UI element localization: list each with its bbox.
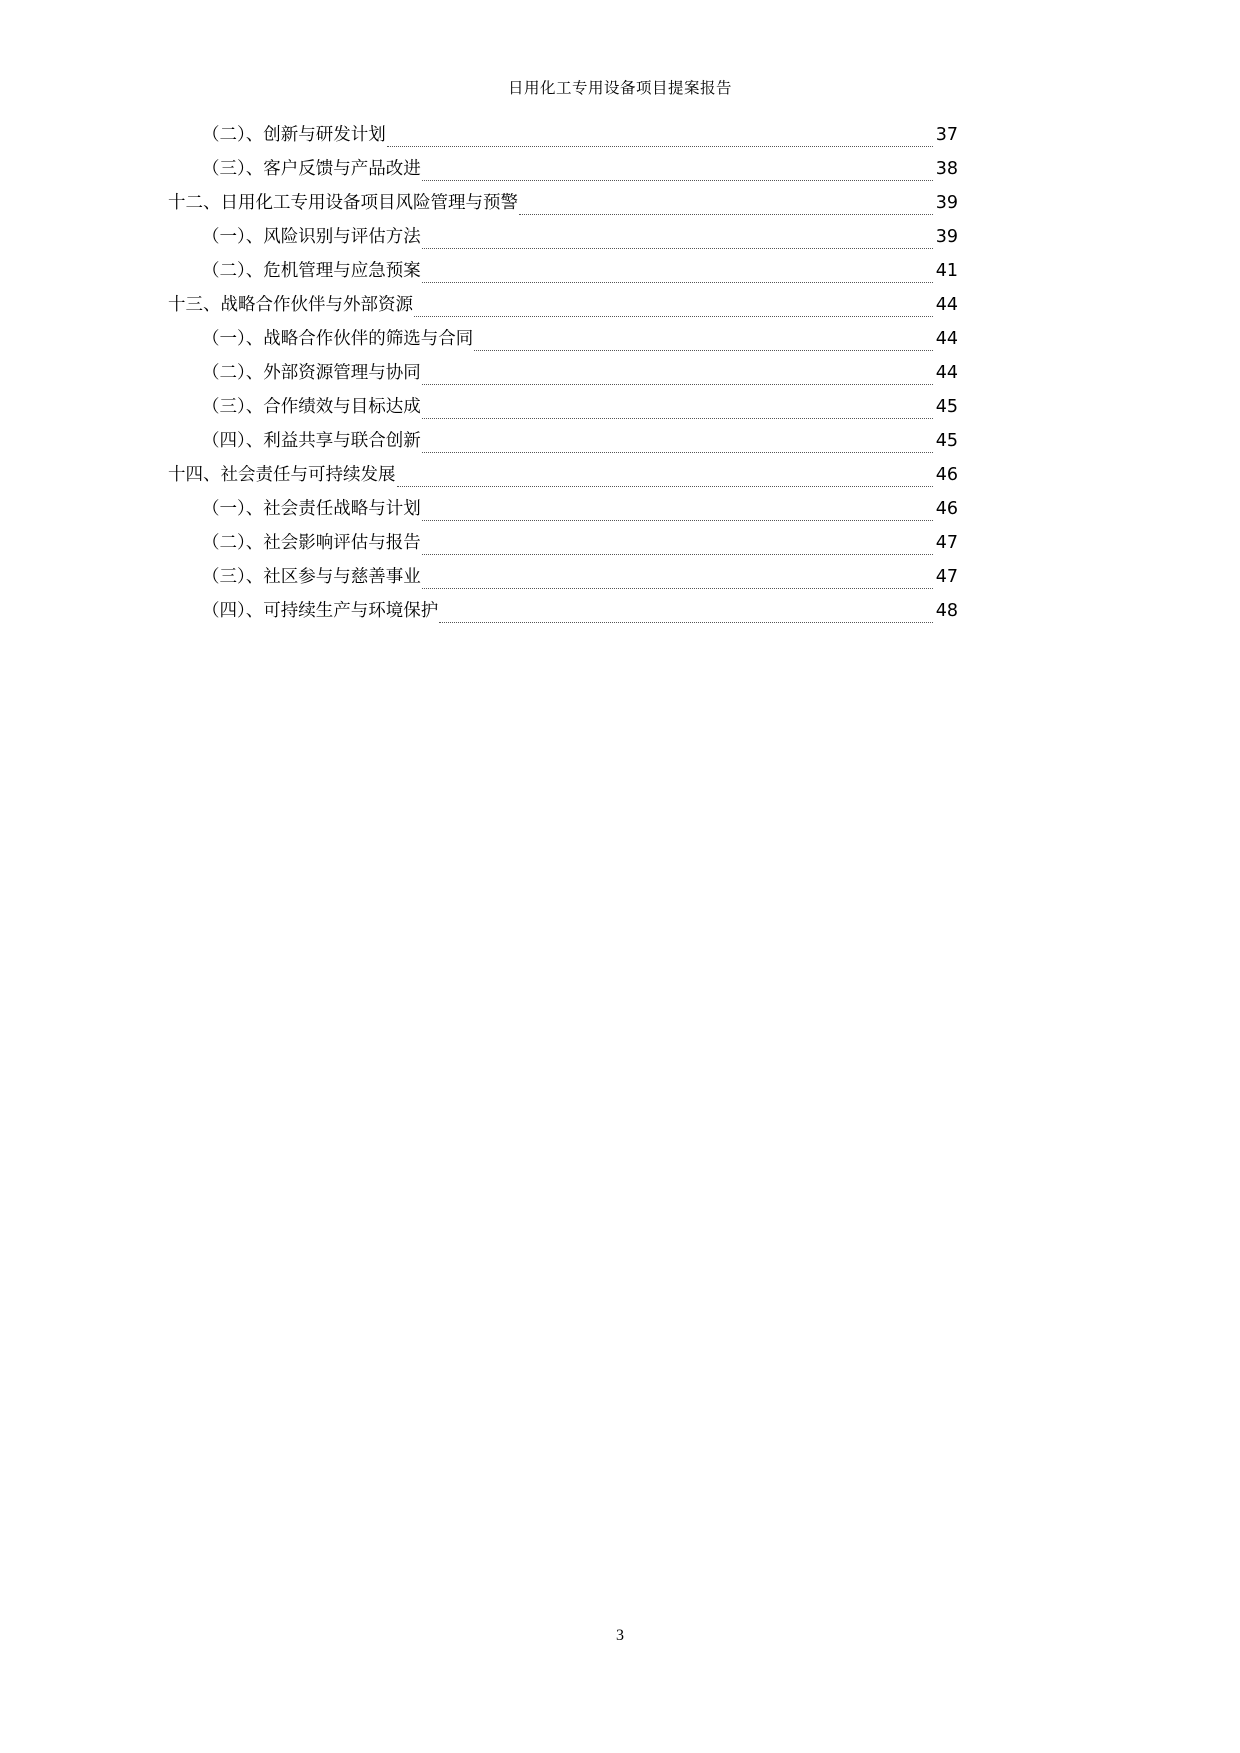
toc-leader-dots	[422, 553, 933, 555]
toc-entry-page: 41	[935, 261, 958, 281]
toc-entry-title: （二）、外部资源管理与协同	[202, 363, 421, 383]
toc-entry-title: （一）、风险识别与评估方法	[202, 227, 421, 247]
toc-entry-page: 44	[935, 329, 958, 349]
toc-leader-dots	[387, 145, 933, 147]
toc-entry-page: 45	[935, 431, 958, 451]
toc-entry-title: 十四、社会责任与可持续发展	[168, 465, 396, 485]
toc-entry[interactable]	[168, 390, 958, 424]
toc-leader-dots	[422, 451, 933, 453]
toc-entry-page: 46	[935, 499, 958, 519]
toc-entry-page: 44	[935, 295, 958, 315]
toc-entry[interactable]	[168, 220, 958, 254]
table-of-contents	[168, 118, 958, 628]
toc-entry[interactable]	[168, 186, 958, 220]
toc-entry[interactable]	[168, 356, 958, 390]
toc-leader-dots	[519, 213, 933, 215]
toc-entry[interactable]	[168, 560, 958, 594]
toc-entry-page: 39	[935, 193, 958, 213]
toc-entry-title: （二）、社会影响评估与报告	[202, 533, 421, 553]
toc-leader-dots	[422, 417, 933, 419]
toc-entry-page: 47	[935, 533, 958, 553]
toc-entry[interactable]	[168, 594, 958, 628]
toc-entry-page: 39	[935, 227, 958, 247]
toc-entry-title: 十三、战略合作伙伴与外部资源	[168, 295, 413, 315]
toc-entry-title: （二）、危机管理与应急预案	[202, 261, 421, 281]
toc-leader-dots	[422, 587, 933, 589]
toc-entry-title: （四）、利益共享与联合创新	[202, 431, 421, 451]
toc-leader-dots	[422, 247, 933, 249]
toc-entry-page: 48	[935, 601, 958, 621]
toc-leader-dots	[422, 281, 933, 283]
toc-entry-title: （三）、客户反馈与产品改进	[202, 159, 421, 179]
document-header-title: 日用化工专用设备项目提案报告	[507, 79, 732, 97]
toc-entry[interactable]	[168, 254, 958, 288]
toc-entry-page: 47	[935, 567, 958, 587]
toc-entry[interactable]	[168, 152, 958, 186]
toc-entry-title: （一）、战略合作伙伴的筛选与合同	[202, 329, 474, 349]
toc-entry-page: 38	[935, 159, 958, 179]
toc-leader-dots	[422, 179, 933, 181]
toc-entry-title: （二）、创新与研发计划	[202, 125, 386, 145]
toc-leader-dots	[414, 315, 933, 317]
toc-entry[interactable]	[168, 526, 958, 560]
toc-entry[interactable]	[168, 118, 958, 152]
toc-leader-dots	[474, 349, 933, 351]
toc-entry-page: 46	[935, 465, 958, 485]
toc-entry-page: 44	[935, 363, 958, 383]
toc-entry-title: （四）、可持续生产与环境保护	[202, 601, 439, 621]
toc-entry[interactable]	[168, 458, 958, 492]
toc-leader-dots	[439, 621, 933, 623]
toc-entry[interactable]	[168, 424, 958, 458]
toc-entry-page: 37	[935, 125, 958, 145]
toc-entry-title: （三）、合作绩效与目标达成	[202, 397, 421, 417]
toc-entry-title: （三）、社区参与与慈善事业	[202, 567, 421, 587]
toc-entry-title: （一）、社会责任战略与计划	[202, 499, 421, 519]
toc-entry-title: 十二、日用化工专用设备项目风险管理与预警	[168, 193, 518, 213]
toc-entry[interactable]	[168, 288, 958, 322]
toc-leader-dots	[422, 519, 933, 521]
toc-entry-page: 45	[935, 397, 958, 417]
toc-leader-dots	[397, 485, 934, 487]
toc-entry[interactable]	[168, 492, 958, 526]
toc-leader-dots	[422, 383, 933, 385]
page-number: 3	[616, 1627, 624, 1644]
toc-entry[interactable]	[168, 322, 958, 356]
